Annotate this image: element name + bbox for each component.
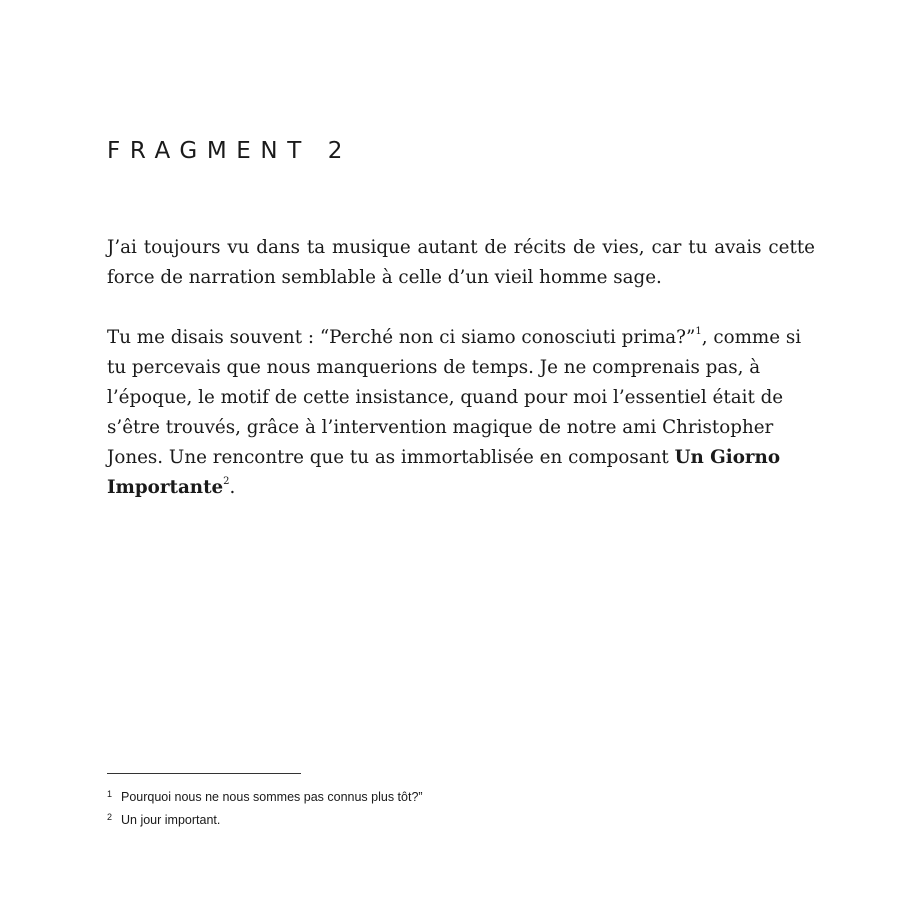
paragraph-2-text-a: Tu me disais souvent : “Perché non ci siamo conosciuti prima?” — [107, 327, 696, 348]
footnotes — [107, 786, 607, 832]
footnote-2 — [107, 809, 607, 832]
footnote-1-text: Pourquoi nous ne nous sommes pas connus plus tôt?” — [121, 790, 423, 804]
footnote-divider — [107, 773, 301, 774]
main-text — [107, 233, 815, 533]
footnote-1-number: 1 — [107, 789, 113, 799]
chapter-title: FRAGMENT 2 — [107, 138, 353, 164]
footnote-1 — [107, 786, 607, 809]
song-title: Un Giorno Importante — [107, 447, 781, 498]
paragraph-2-text-b: , comme si tu percevais que nous manquerions de temps. Je ne comprenais pas, à l’époque, le motif de cette insistance, quand pour moi l’essentiel était de s’être trouvés, grâce à l’intervention magique de notre ami Christopher Jones. Une rencontre que tu as immortablisée en composant — [107, 327, 802, 468]
paragraph-2-text-end: . — [229, 477, 236, 498]
footnote-ref-2[interactable]: 2 — [223, 475, 230, 487]
paragraph-1: J’ai toujours vu dans ta musique autant de récits de vies, car tu avais cette force de narration semblable à celle d’un vieil homme sage. — [107, 237, 815, 288]
paragraph-2 — [107, 323, 815, 503]
footnote-2-number: 2 — [107, 812, 113, 822]
footnote-ref-1[interactable]: 1 — [695, 325, 702, 337]
footnote-2-text: Un jour important. — [121, 813, 221, 827]
